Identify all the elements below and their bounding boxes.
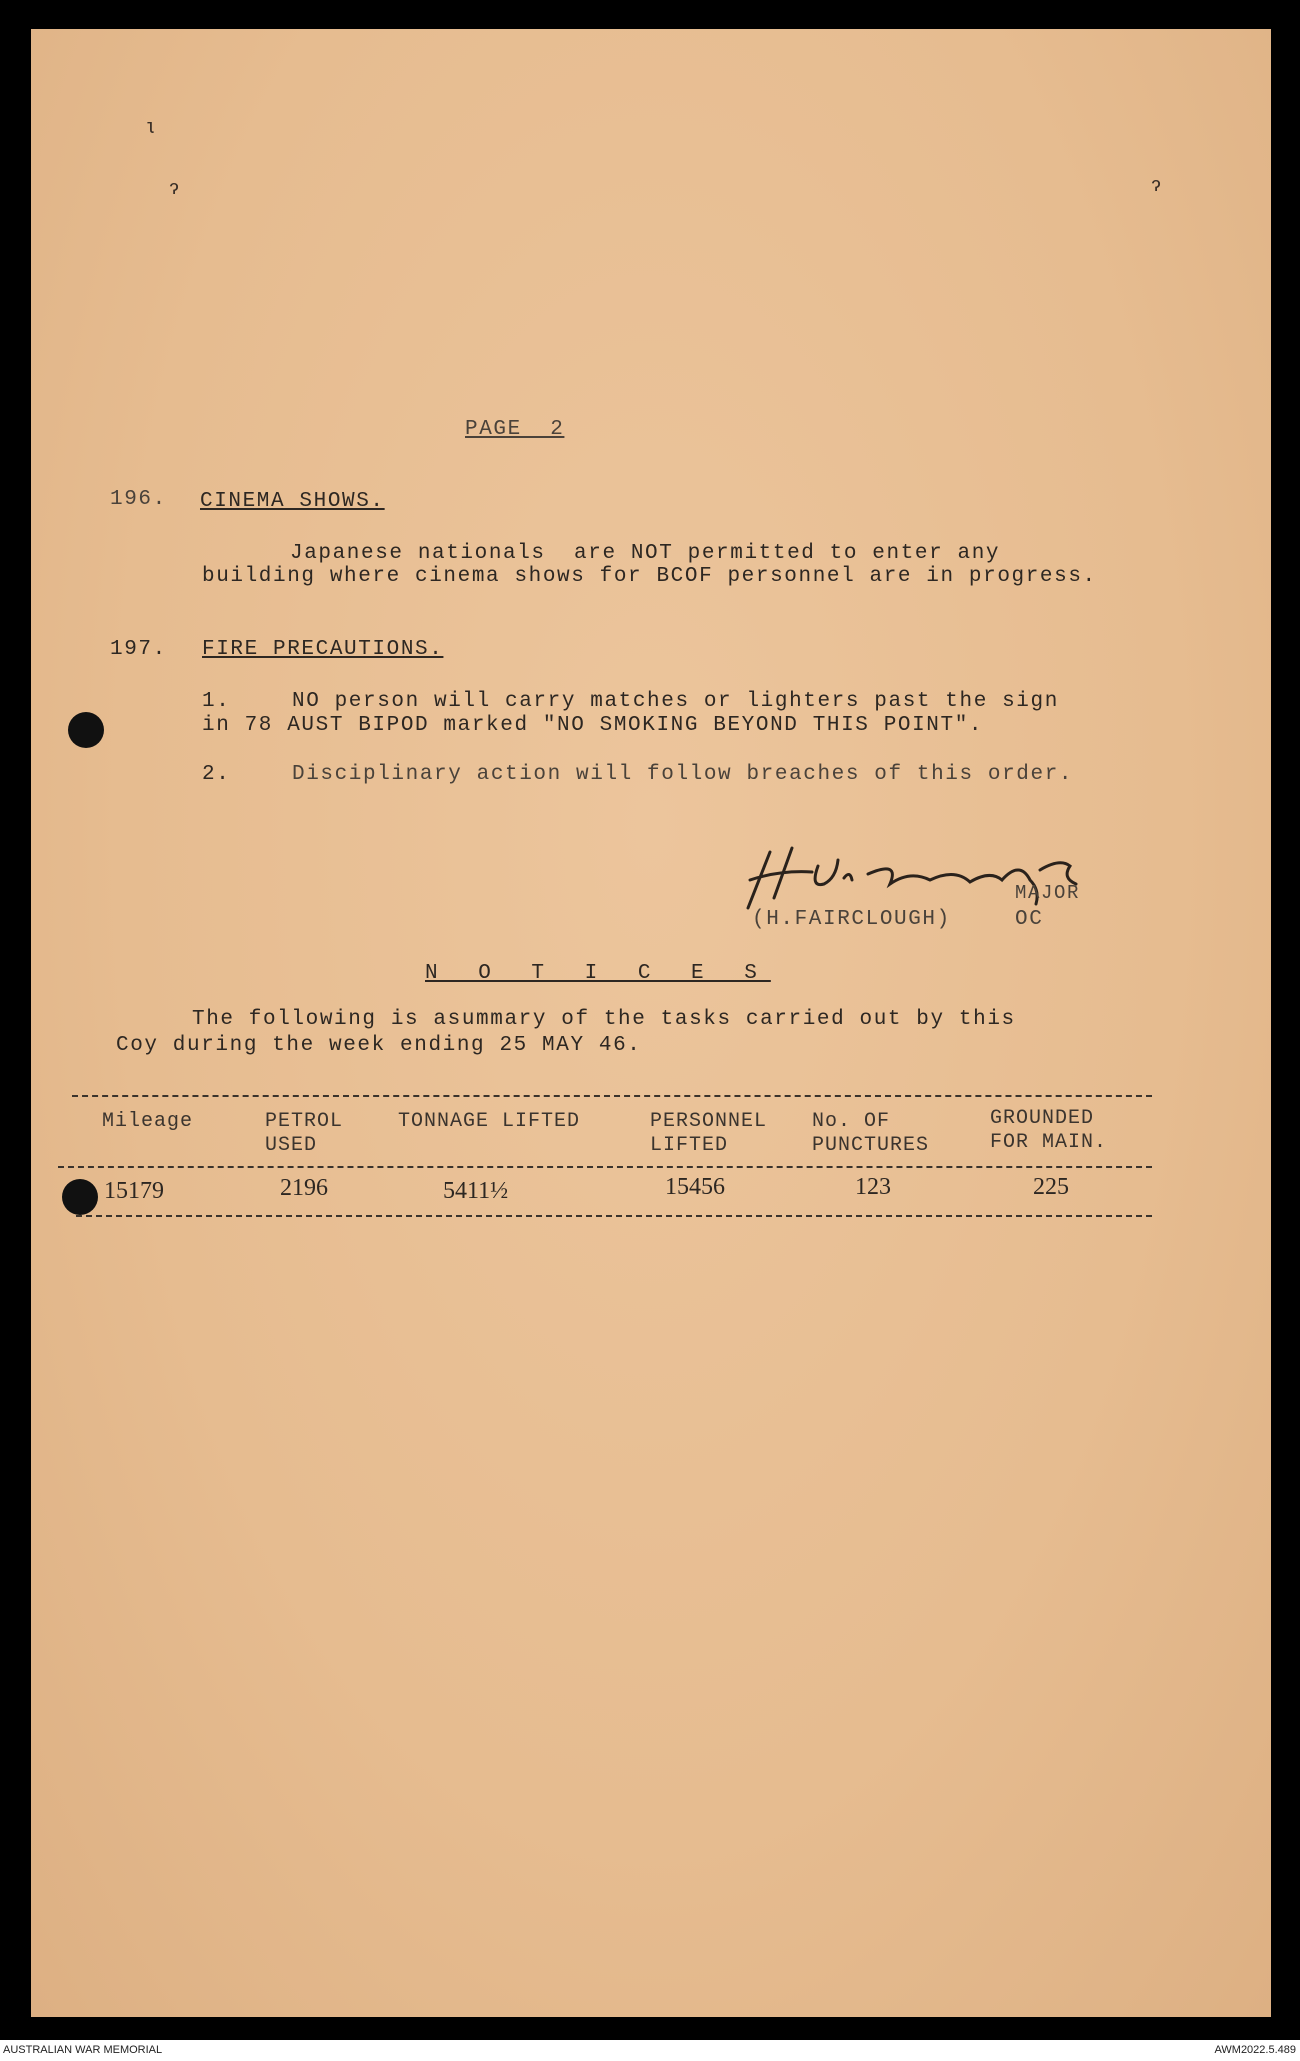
table-header-punctures: No. OF PUNCTURES xyxy=(812,1110,930,1157)
footer-reference: AWM2022.5.489 xyxy=(1214,2044,1296,2056)
item-number: 2. xyxy=(202,763,231,786)
notice-intro-line: The following is asummary of the tasks carried out by this xyxy=(192,1008,1016,1031)
punch-mark: ɩ xyxy=(145,117,158,140)
table-rule xyxy=(58,1166,1152,1168)
table-cell-personnel: 15456 xyxy=(665,1174,725,1200)
body-line: building where cinema shows for BCOF personnel are in progress. xyxy=(202,565,1097,588)
body-line: Disciplinary action will follow breaches of this order. xyxy=(292,763,1074,786)
footer-institution: AUSTRALIAN WAR MEMORIAL xyxy=(3,2044,163,2056)
table-rule xyxy=(72,1095,1152,1097)
section-number: 196. xyxy=(110,488,167,511)
section-title: CINEMA SHOWS. xyxy=(200,490,385,513)
signatory-role: OC xyxy=(1015,908,1044,931)
page-number-heading: PAGE 2 xyxy=(465,418,565,441)
archive-footer xyxy=(0,2040,1300,2061)
table-rule xyxy=(76,1215,1152,1217)
binder-hole xyxy=(68,712,104,748)
item-number: 1. xyxy=(202,690,231,713)
section-title: FIRE PRECAUTIONS. xyxy=(202,638,444,661)
table-header-personnel: PERSONNEL LIFTED xyxy=(650,1110,768,1157)
table-header-petrol: PETROL USED xyxy=(265,1110,344,1157)
body-line: NO person will carry matches or lighters past the sign xyxy=(292,690,1059,713)
table-cell-punctures: 123 xyxy=(855,1174,891,1200)
table-cell-tonnage: 5411½ xyxy=(443,1178,509,1204)
table-header-grounded: GROUNDED FOR MAIN. xyxy=(990,1107,1108,1154)
section-number: 197. xyxy=(110,638,167,661)
table-cell-petrol: 2196 xyxy=(280,1175,328,1201)
signatory-name: (H.FAIRCLOUGH) xyxy=(752,908,951,931)
table-cell-mileage: 15179 xyxy=(104,1178,164,1204)
body-line: in 78 AUST BIPOD marked "NO SMOKING BEYOND THIS POINT". xyxy=(202,714,984,737)
punch-mark: ɂ xyxy=(1150,175,1163,198)
signatory-rank: MAJOR xyxy=(1015,882,1081,904)
binder-hole xyxy=(62,1179,98,1215)
table-header-tonnage: TONNAGE LIFTED xyxy=(398,1110,581,1133)
table-cell-grounded: 225 xyxy=(1033,1174,1069,1200)
notice-intro-line: Coy during the week ending 25 MAY 46. xyxy=(116,1034,642,1057)
punch-mark: ɂ xyxy=(168,178,181,201)
body-line: Japanese nationals are NOT permitted to enter any xyxy=(290,542,1001,565)
table-header-mileage: Mileage xyxy=(102,1110,194,1133)
notices-heading: N O T I C E S xyxy=(425,962,771,985)
